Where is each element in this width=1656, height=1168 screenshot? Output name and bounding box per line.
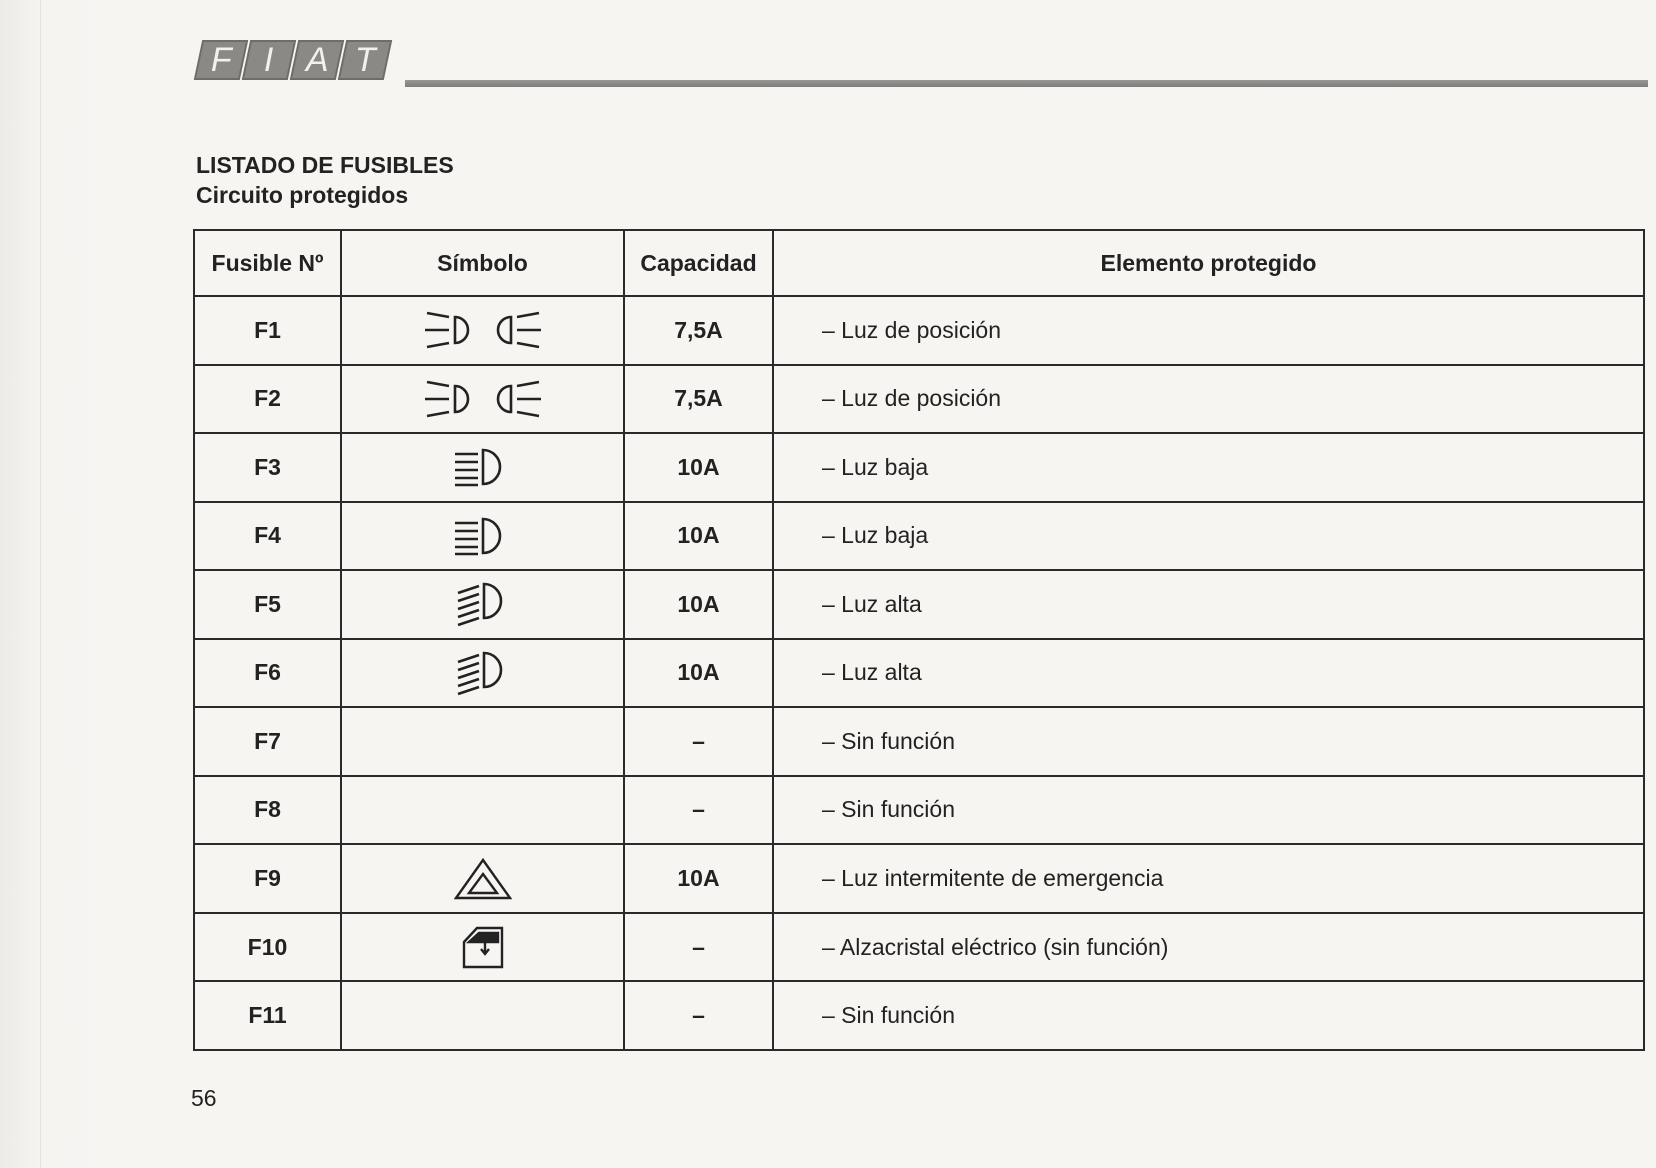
fuse-symbol-cell	[341, 776, 624, 845]
fuse-symbol-cell	[341, 296, 624, 365]
protected-element: – Sin función	[773, 776, 1644, 845]
fuse-number: F9	[194, 844, 341, 913]
table-row	[194, 502, 1644, 571]
table-row	[194, 776, 1644, 845]
protected-element: – Luz intermitente de emergencia	[773, 844, 1644, 913]
table-row	[194, 844, 1644, 913]
high-beam-icon	[453, 589, 513, 615]
fuse-capacity: 7,5A	[624, 365, 773, 434]
fuse-symbol-cell	[341, 981, 624, 1050]
fuse-capacity: 10A	[624, 502, 773, 571]
fuse-symbol-cell	[341, 707, 624, 776]
fuse-rows	[194, 296, 1644, 1050]
fuse-symbol-cell	[341, 502, 624, 571]
fuse-symbol-cell	[341, 844, 624, 913]
table-row	[194, 707, 1644, 776]
fuse-symbol-cell	[341, 639, 624, 708]
fuse-symbol-cell	[341, 433, 624, 502]
fuse-capacity: 10A	[624, 433, 773, 502]
page-binding-edge	[0, 0, 120, 1168]
column-header-symbol: Símbolo	[341, 230, 624, 296]
fuse-capacity: 10A	[624, 844, 773, 913]
fuse-capacity: 10A	[624, 570, 773, 639]
table-row	[194, 433, 1644, 502]
fuse-number: F1	[194, 296, 341, 365]
fuse-capacity: –	[624, 776, 773, 845]
protected-element: – Luz de posición	[773, 296, 1644, 365]
position-lights-icon	[419, 315, 547, 341]
fuse-capacity: –	[624, 981, 773, 1050]
fuse-capacity: –	[624, 913, 773, 982]
fuse-number: F10	[194, 913, 341, 982]
column-header-fuse: Fusible Nº	[194, 230, 341, 296]
protected-element: – Sin función	[773, 707, 1644, 776]
fuse-symbol-cell	[341, 570, 624, 639]
protected-element: – Luz de posición	[773, 365, 1644, 434]
table-header-row	[194, 230, 1644, 296]
fuse-symbol-cell	[341, 365, 624, 434]
fuse-number: F2	[194, 365, 341, 434]
protected-element: – Luz baja	[773, 502, 1644, 571]
protected-element: – Luz baja	[773, 433, 1644, 502]
table-row	[194, 913, 1644, 982]
column-header-capacity: Capacidad	[624, 230, 773, 296]
section-heading	[196, 150, 454, 210]
fuse-number: F8	[194, 776, 341, 845]
fuse-number: F7	[194, 707, 341, 776]
fuse-symbol-cell	[341, 913, 624, 982]
fuse-capacity: 7,5A	[624, 296, 773, 365]
protected-element: – Sin función	[773, 981, 1644, 1050]
position-lights-icon	[419, 384, 547, 410]
header-rule	[405, 80, 1648, 87]
fuse-capacity: –	[624, 707, 773, 776]
page-number: 56	[191, 1085, 217, 1111]
section-title: LISTADO DE FUSIBLES	[196, 152, 454, 178]
table-row	[194, 639, 1644, 708]
fuse-number: F6	[194, 639, 341, 708]
table-row	[194, 570, 1644, 639]
fuse-number: F3	[194, 433, 341, 502]
table-row	[194, 296, 1644, 365]
fiat-logo: F I A T	[198, 40, 398, 84]
fuse-table	[193, 229, 1645, 1051]
hazard-warning-icon	[454, 864, 512, 890]
fuse-number: F4	[194, 502, 341, 571]
protected-element: – Alzacristal eléctrico (sin función)	[773, 913, 1644, 982]
table-row	[194, 365, 1644, 434]
low-beam-icon	[453, 452, 513, 478]
table-row	[194, 981, 1644, 1050]
column-header-element: Elemento protegido	[773, 230, 1644, 296]
fuse-capacity: 10A	[624, 639, 773, 708]
fuse-number: F5	[194, 570, 341, 639]
high-beam-icon	[453, 658, 513, 684]
fuse-number: F11	[194, 981, 341, 1050]
power-window-icon	[461, 932, 505, 958]
section-subtitle: Circuito protegidos	[196, 182, 409, 208]
protected-element: – Luz alta	[773, 639, 1644, 708]
protected-element: – Luz alta	[773, 570, 1644, 639]
low-beam-icon	[453, 521, 513, 547]
